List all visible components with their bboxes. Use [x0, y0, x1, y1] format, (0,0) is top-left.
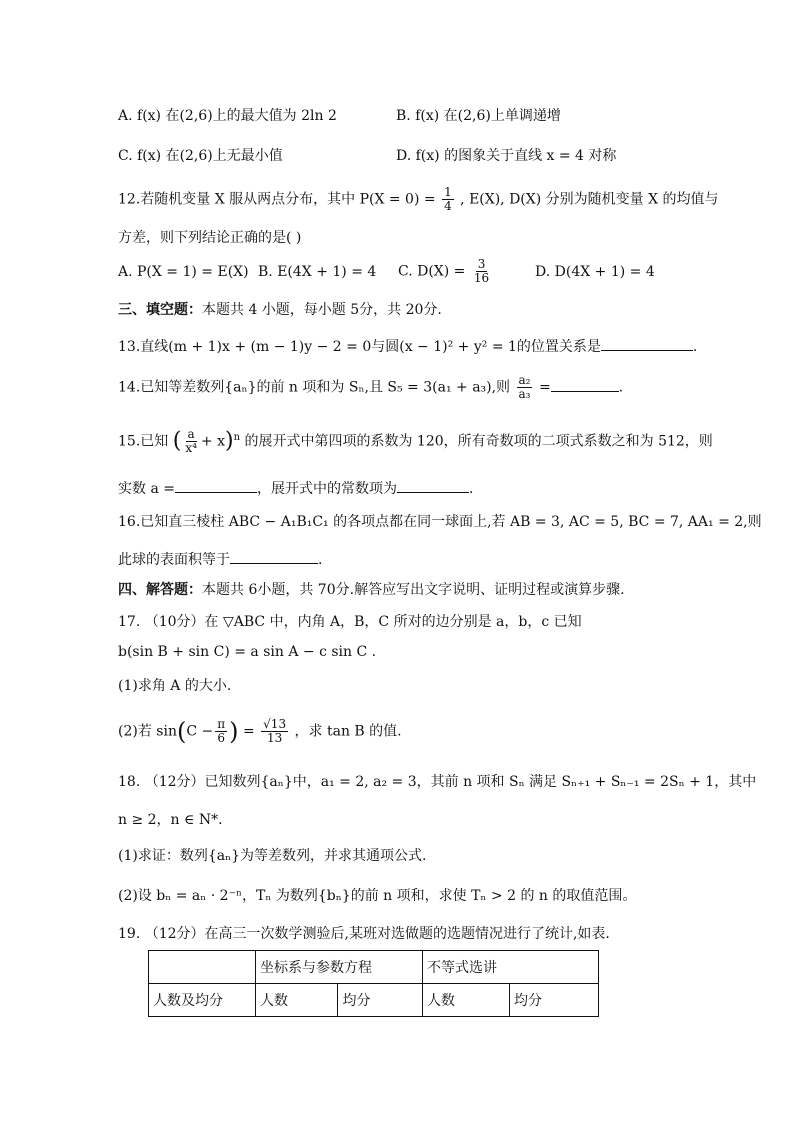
q15-line2: 实数 a = ，展开式中的常数项为 .: [118, 478, 473, 499]
q12-fraction: $\frac{1}{4}$: [444, 185, 452, 213]
q15-fraction: $\frac{a}{\text{x⁴}}$: [185, 427, 197, 456]
q15: 15.已知 ( $\frac{a}{\text{x⁴}}$ + x)$^n$ 的展开式中第四项的系数为 120，所有奇数项的二项式系数之和为 512，则: [118, 427, 713, 456]
q17-part2: (2)若 sin(C − $\frac{\pi}{6}$ ) = $\frac{√13}{13}$ ，求 tan B 的值.: [118, 717, 402, 746]
q12-option-c: C. D(X) = $\frac{3}{16}$: [398, 257, 490, 285]
table-cell: 人数: [423, 984, 510, 1017]
q11-option-c: C. f(x) 在(2,6)上无最小值: [118, 148, 283, 164]
table-cell: 人数: [256, 984, 338, 1017]
q17-part1: (1)求角 A 的大小.: [118, 678, 232, 694]
q14-answer-blank[interactable]: [551, 377, 619, 392]
section-3-title: 三、填空题：: [118, 302, 202, 318]
table-cell-empty: [149, 951, 256, 984]
section-4-heading: [118, 580, 625, 600]
q16: 16.已知直三棱柱 ABC − A₁B₁C₁ 的各项点都在同一球面上,若 AB = 3, AC = 5, BC = 7, AA₁ = 2,则: [118, 514, 762, 530]
q19-line1: 19. （12分）在高三一次数学测验后,某班对选做题的选题情况进行了统计,如表.: [118, 926, 610, 942]
section-4-title: 四、解答题：: [118, 582, 202, 598]
q11-option-a: A. f(x) 在(2,6)上的最大值为 2ln 2: [118, 108, 337, 124]
q13-answer-blank[interactable]: [601, 336, 693, 351]
table-cell: 均分: [510, 984, 599, 1017]
q15-answer-blank-b[interactable]: [397, 478, 469, 493]
table-cell: 人数及均分: [149, 984, 256, 1017]
q11-option-b: B. f(x) 在(2,6)上单调递增: [396, 108, 561, 124]
table-header-inequality: 不等式选讲: [423, 951, 599, 984]
q12-stem-post: , E(X), D(X) 分别为随机变量 X 的均值与: [460, 191, 719, 208]
q18-line1: 18. （12分）已知数列{aₙ}中，a₁ = 2, a₂ = 3，其前 n 项和 Sₙ 满足 Sₙ₊₁ + Sₙ₋₁ = 2Sₙ + 1，其中: [118, 774, 757, 790]
q12-option-b: B. E(4X + 1) = 4: [258, 264, 377, 280]
q18-line2: n ≥ 2，n ∈ N*.: [118, 812, 223, 828]
table-cell: 均分: [338, 984, 423, 1017]
q17-line1: 17. （10分）在 ▽ABC 中，内角 A，B，C 所对的边分别是 a，b，c 已知: [118, 614, 582, 630]
table-header-coordinates: 坐标系与参数方程: [256, 951, 423, 984]
section-3-heading: [118, 300, 442, 320]
q19-table: [148, 950, 599, 1017]
q12-option-a: A. P(X = 1) = E(X): [118, 264, 249, 280]
q18-part2: (2)设 bₙ = aₙ · 2⁻ⁿ，Tₙ 为数列{bₙ}的前 n 项和，求使 Tₙ > 2 的 n 的取值范围。: [118, 888, 637, 904]
q12-stem: [118, 186, 719, 213]
q17-line2: b(sin B + sin C) = a sin A − c sin C .: [118, 644, 377, 660]
section-3-desc: 本题共 4 小题，每小题 5分，共 20分.: [202, 302, 442, 318]
q16-answer-blank[interactable]: [230, 549, 318, 564]
q15-answer-blank-a[interactable]: [175, 478, 257, 493]
q12-stem-pre: 12.若随机变量 X 服从两点分布，其中 P(X = 0) =: [118, 191, 436, 208]
q12-stem-line2: 方差，则下列结论正确的是( ): [118, 230, 302, 246]
q16-line2: 此球的表面积等于 .: [118, 549, 322, 570]
q11-option-d: D. f(x) 的图象关于直线 x = 4 对称: [396, 148, 617, 164]
q14-fraction: $\frac{\text{a₂}}{\text{a₃}}$: [518, 373, 531, 401]
q13: 13.直线(m + 1)x + (m − 1)y − 2 = 0与圆(x − 1)² + y² = 1的位置关系是 .: [118, 336, 697, 357]
q12-option-d: D. D(4X + 1) = 4: [535, 264, 655, 280]
q18-part1: (1)求证：数列{aₙ}为等差数列，并求其通项公式.: [118, 848, 427, 864]
q14: 14.已知等差数列{aₙ}的前 n 项和为 Sₙ,且 S₅ = 3(a₁ + a₃),则 $\frac{\text{a₂}}{\text{a₃}}$ = .: [118, 373, 624, 401]
section-4-desc: 本题共 6小题，共 70分.解答应写出文字说明、证明过程或演算步骤.: [202, 582, 625, 598]
